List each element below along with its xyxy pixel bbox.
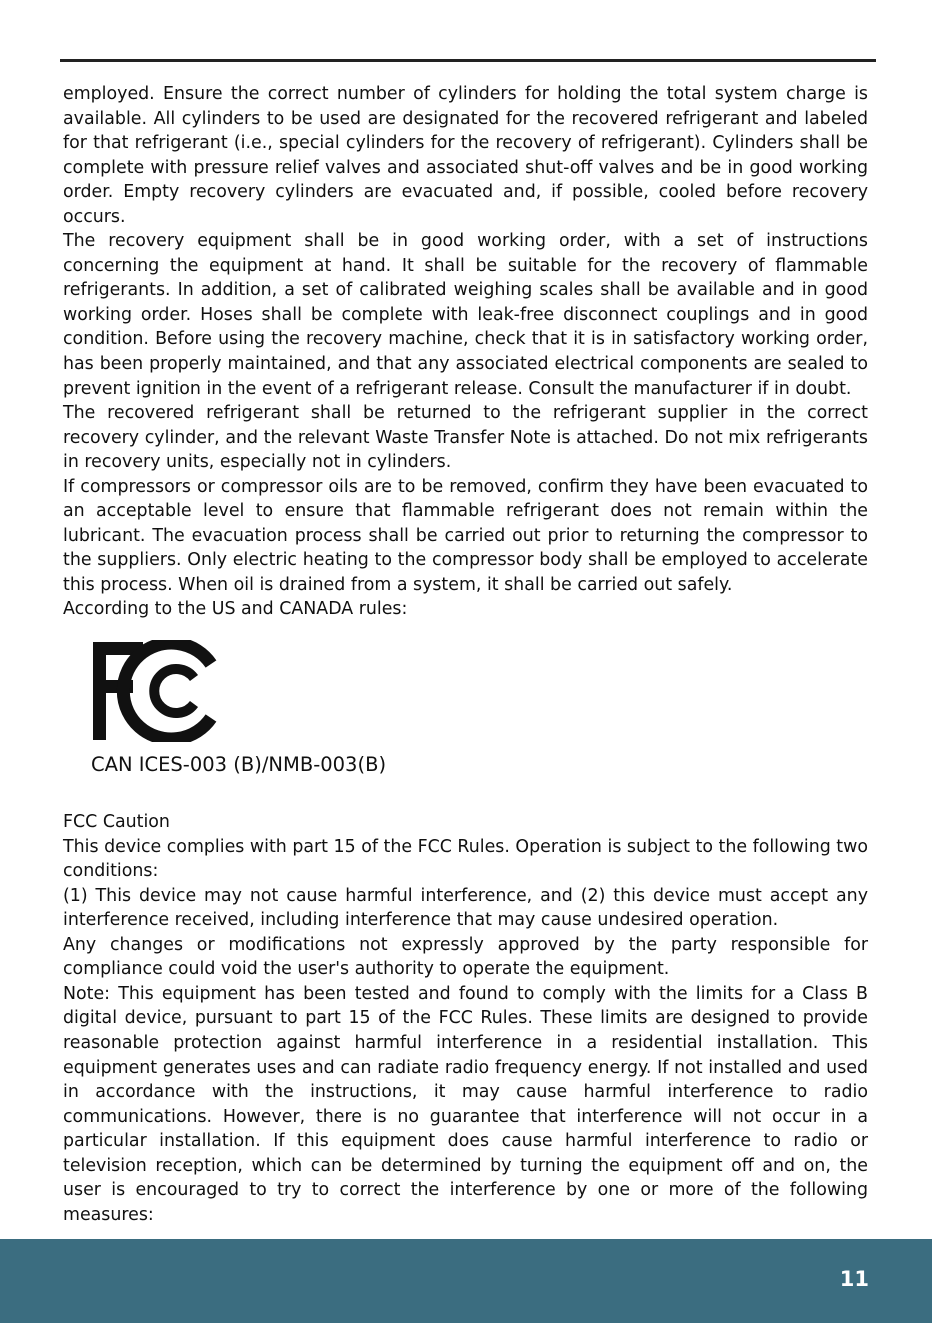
paragraph-recovered-refrigerant: The recovered refrigerant shall be returned to the refrigerant supplier in the correct recovery cylinder, and the relevant Waste Transfer Note is attached. Do not mix refrigerants in recovery units, especially not in cylinders. <box>63 403 868 473</box>
paragraph-conditions: (1) This device may not cause harmful interference, and (2) this device must accept any interference received, including interference that may cause undesired operation. <box>63 885 868 931</box>
paragraph-compressors: If compressors or compressor oils are to be removed, confirm they have been evacuated to an acceptable level to ensure that flammable refrigerant does not remain within the lubricant. The evacuation process shall be carried out prior to returning the compressor to the suppliers. Only electric heating to the compressor body shall be employed to accelerate this process. When oil is drained from a system, it shall be carried out safely. <box>63 476 868 595</box>
paragraph-part15: This device complies with part 15 of the FCC Rules. Operation is subject to the following two conditions: <box>63 836 868 882</box>
paragraph-recovery-cylinders: employed. Ensure the correct number of cylinders for holding the total system charge is available. All cylinders to be used are designated for the recovered refrigerant and labeled for that refrigerant (i.e., special cylinders for the recovery of refrigerant). Cylinders shall be complete with pressure relief valves and associated shut-off valves and be in good working order. Empty recovery cylinders are evacuated and, if possible, cooled before recovery occurs. <box>63 84 868 227</box>
ices-label: CAN ICES-003 (B)/NMB-003(B) <box>91 753 387 777</box>
paragraph-modifications: Any changes or modifications not expressly approved by the party responsible for compliance could void the user's authority to operate the equipment. <box>63 934 868 980</box>
document-body <box>63 82 868 1227</box>
paragraph-recovery-equipment: The recovery equipment shall be in good working order, with a set of instructions concerning the equipment at hand. It shall be suitable for the recovery of flammable refrigerants. In addition, a set of calibrated weighing scales shall be available and in good working order. Hoses shall be complete with leak-free disconnect couplings and in good condition. Before using the recovery machine, check that it is in satisfactory working order, has been properly maintained, and that any associated electrical components are sealed to prevent ignition in the event of a refrigerant release. Consult the manufacturer if in doubt. <box>63 231 868 399</box>
fcc-caution-title: FCC Caution <box>63 812 170 833</box>
footer-bar <box>0 1239 932 1323</box>
page-number: 11 <box>839 1267 869 1291</box>
compliance-marks <box>63 640 868 810</box>
header-rule <box>60 59 876 62</box>
paragraph-us-canada-rules: According to the US and CANADA rules: <box>63 599 408 620</box>
paragraph-class-b-note: Note: This equipment has been tested and found to comply with the limits for a Class B digital device, pursuant to part 15 of the FCC Rules. These limits are designed to provide reasonable protection against harmful interference in a residential installation. This equipment generates uses and can radiate radio frequency energy. If not installed and used in accordance with the instructions, it may cause harmful interference to radio communications. However, there is no guarantee that interference will not occur in a particular installation. If this equipment does cause harmful interference to radio or television reception, which can be determined by turning the equipment off and on, the user is encouraged to try to correct the interference by one or more of the following measures: <box>63 983 868 1225</box>
fcc-logo-icon <box>93 640 219 742</box>
